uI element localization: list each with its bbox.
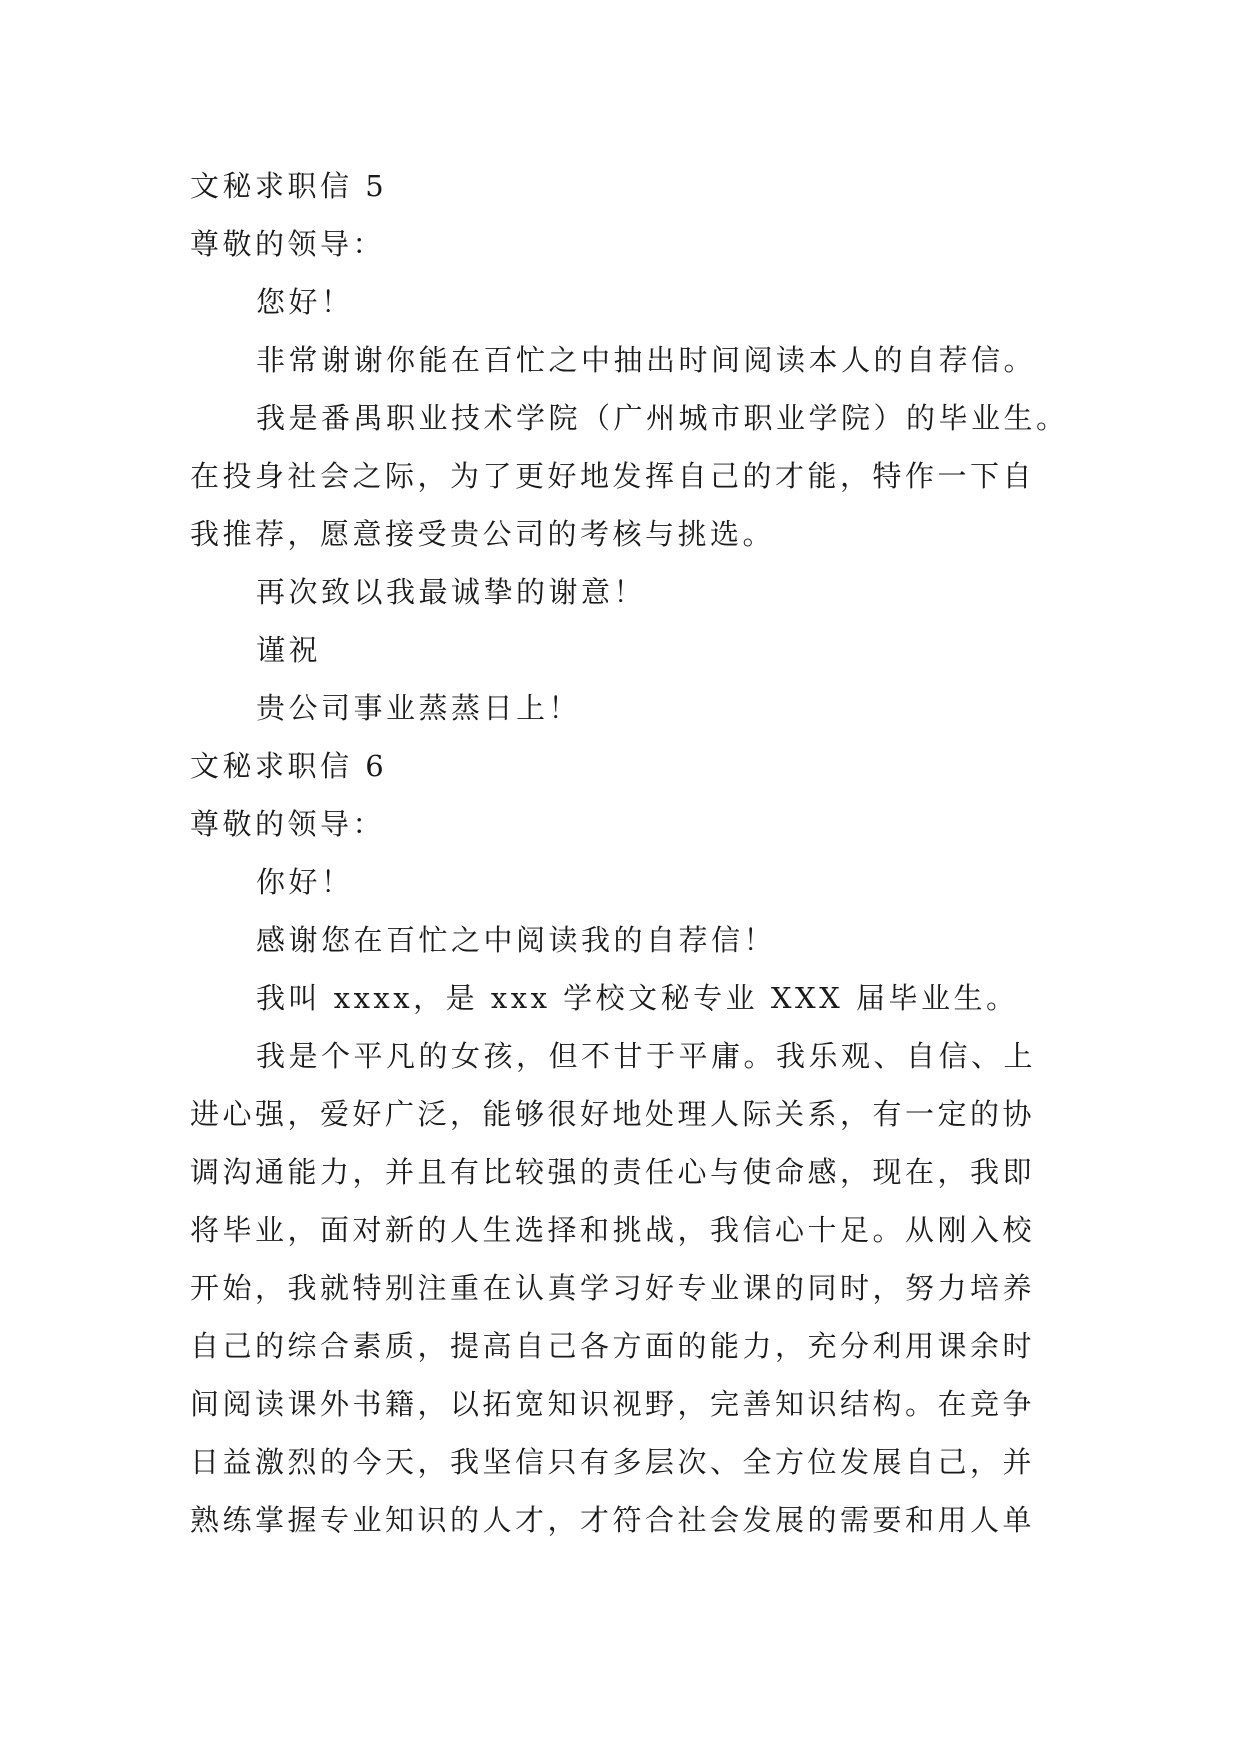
letter-5-paragraph-1: 非常谢谢你能在百忙之中抽出时间阅读本人的自荐信。 [256,343,1037,377]
letter-6-paragraph-3-line-2: 进心强，爱好广泛，能够很好地处理人际关系，有一定的协 [190,1097,1036,1131]
letter-6-paragraph-3-line-4: 将毕业，面对新的人生选择和挑战，我信心十足。从刚入校 [190,1213,1036,1247]
letter-6-paragraph-2: 我叫 xxxx，是 xxx 学校文秘专业 XXX 届毕业生。 [256,981,1019,1015]
letter-6-title: 文秘求职信 6 [190,749,388,783]
letter-6-paragraph-1: 感谢您在百忙之中阅读我的自荐信！ [256,923,777,957]
letter-6-paragraph-3-line-9: 熟练掌握专业知识的人才，才符合社会发展的需要和用人单 [190,1503,1036,1537]
letter-6-paragraph-3-line-7: 间阅读课外书籍，以拓宽知识视野，完善知识结构。在竞争 [190,1387,1036,1421]
letter-6-paragraph-3-line-1: 我是个平凡的女孩，但不甘于平庸。我乐观、自信、上 [256,1039,1037,1073]
letter-6-paragraph-3-line-3: 调沟通能力，并且有比较强的责任心与使命感，现在，我即 [190,1155,1036,1189]
letter-6-paragraph-3-line-5: 开始，我就特别注重在认真学习好专业课的同时，努力培养 [190,1271,1036,1305]
letter-5-closing-1: 谨祝 [256,633,322,667]
letter-5-paragraph-2-line-2: 在投身社会之际，为了更好地发挥自己的才能，特作一下自 [190,459,1036,493]
letter-5-paragraph-3: 再次致以我最诚挚的谢意！ [256,575,647,609]
letter-6-greeting: 你好！ [256,865,354,899]
letter-5-closing-2: 贵公司事业蒸蒸日上！ [256,691,582,725]
letter-6-paragraph-3-line-8: 日益激烈的今天，我坚信只有多层次、全方位发展自己，并 [190,1445,1036,1479]
letter-5-paragraph-2-line-1: 我是番禺职业技术学院（广州城市职业学院）的毕业生。 [256,401,1069,435]
letter-6-salutation: 尊敬的领导： [190,807,386,841]
letter-5-paragraph-2-line-3: 我推荐，愿意接受贵公司的考核与挑选。 [190,517,776,551]
letter-6-paragraph-3-line-6: 自己的综合素质，提高自己各方面的能力，充分利用课余时 [190,1329,1036,1363]
letter-5-salutation: 尊敬的领导： [190,227,386,261]
letter-5-greeting: 您好！ [256,285,354,319]
letter-5-title: 文秘求职信 5 [190,169,388,203]
